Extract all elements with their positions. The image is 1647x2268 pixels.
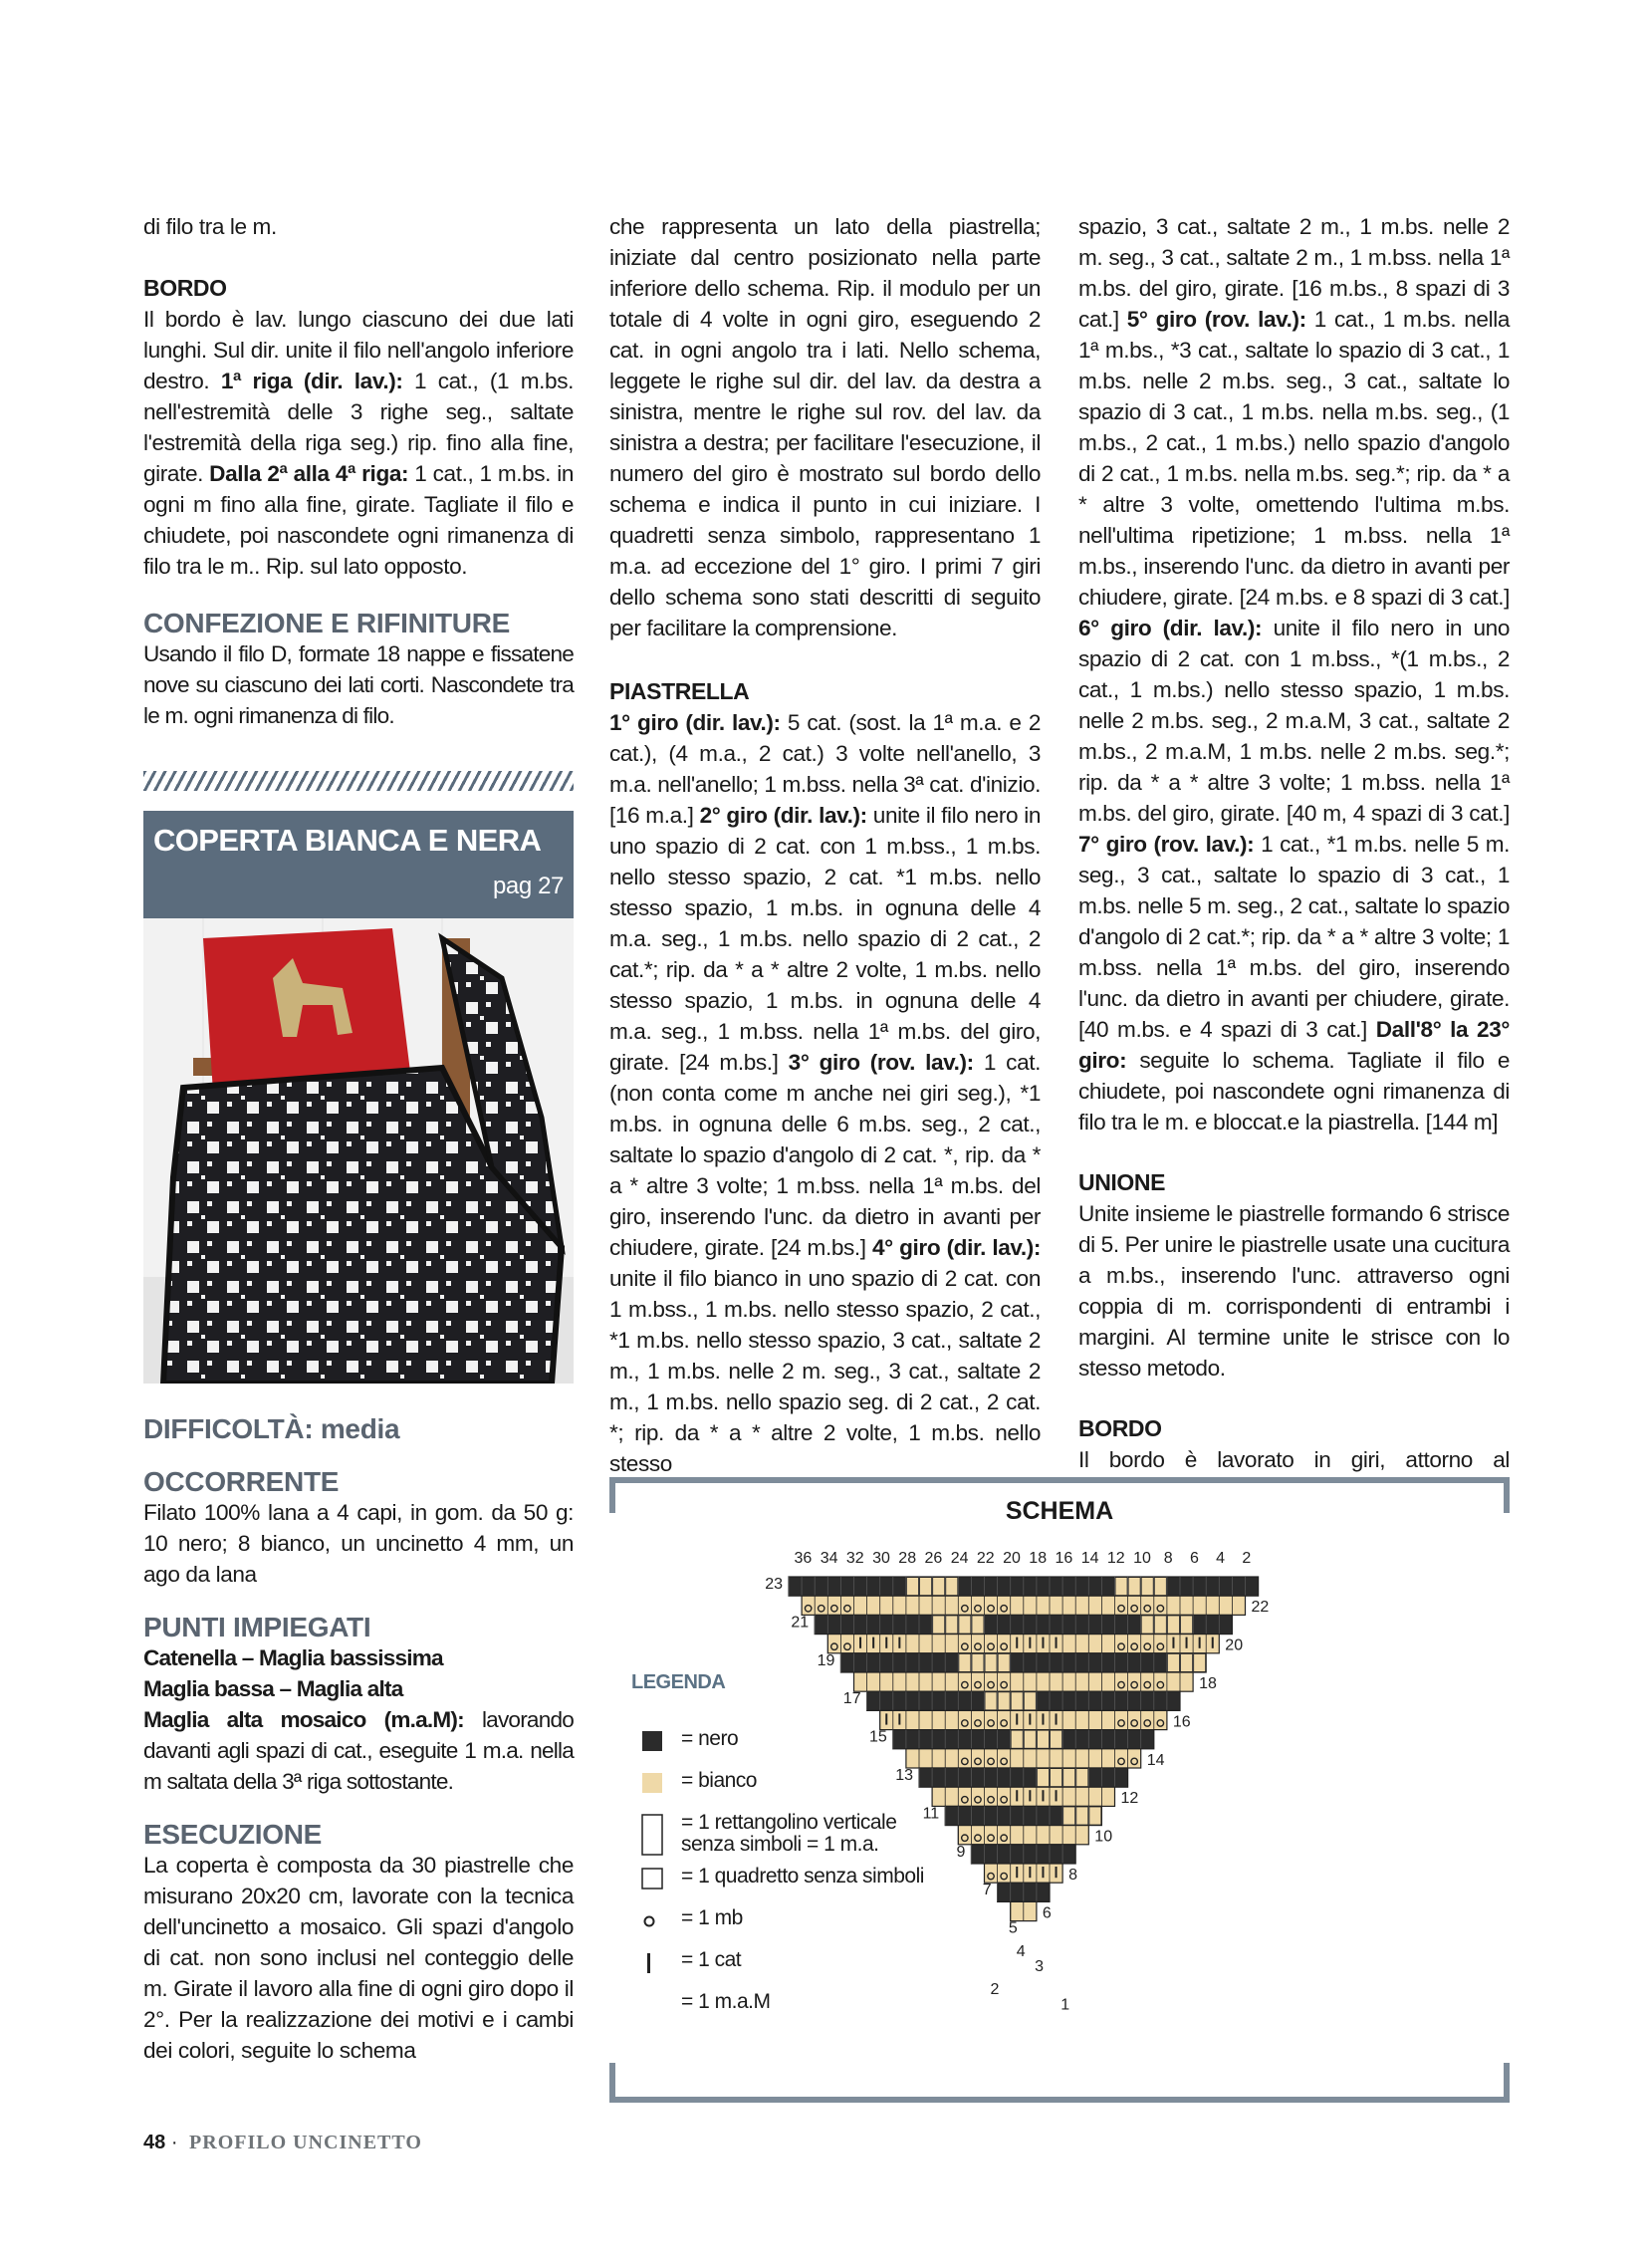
chart-bar-symbol bbox=[1016, 1713, 1018, 1724]
row-number-left: 1 bbox=[1060, 1996, 1070, 2014]
row-number-left: 15 bbox=[869, 1728, 887, 1746]
chart-light-cell bbox=[959, 1654, 970, 1671]
row-number-left: 19 bbox=[817, 1651, 835, 1669]
chart-light-cell bbox=[972, 1654, 983, 1671]
row-number-right: 16 bbox=[1172, 1713, 1191, 1731]
paragraph-esecuzione: La coperta è composta da 30 piastrelle che misurano 20x20 cm, lavorate con la tecnica dell'uncinetto a mosaico. Gli spazi d'angolo di cat. non sono inclusi nel conteggio delle m. Girate il lavoro alla fine di ogni giro dopo il 2°. Per la realizzazione dei motivi e i cambi dei colori, seguite lo schema bbox=[143, 1853, 574, 2063]
light-swatch-icon bbox=[641, 1772, 663, 1799]
row-number-left: 11 bbox=[922, 1805, 940, 1823]
decorative-stripes bbox=[143, 771, 574, 791]
column-3 bbox=[1078, 211, 1510, 1475]
paragraph-occorrente: Filato 100% lana a 4 capi, in gom. da 50 g: 10 nero; 8 bianco, un uncinetto 4 mm, un ago da lana bbox=[143, 1500, 574, 1587]
heading-bordo: BORDO bbox=[143, 275, 227, 301]
legend-item-cat: = 1 cat bbox=[631, 1949, 930, 1989]
chart-bar-symbol bbox=[1212, 1638, 1214, 1648]
row-number-right: 4 bbox=[1016, 1942, 1026, 1960]
chart-light-cell bbox=[1142, 1578, 1153, 1595]
chart-light-cell bbox=[1168, 1654, 1179, 1671]
heading-punti: PUNTI IMPIEGATI bbox=[143, 1612, 371, 1642]
chart-bar-symbol bbox=[885, 1638, 887, 1648]
paragraph-bordo-2: Il bordo è lavorato in giri, attorno al bbox=[1078, 1447, 1510, 1472]
column-number: 30 bbox=[872, 1550, 890, 1567]
column-number: 6 bbox=[1189, 1550, 1199, 1567]
heading-confezione: CONFEZIONE E RIFINITURE bbox=[143, 608, 510, 638]
stitch-list-1: Catenella – Maglia bassissima bbox=[143, 1645, 443, 1670]
legend-title: LEGENDA bbox=[631, 1671, 726, 1693]
chart-light-cell bbox=[1076, 1807, 1087, 1824]
chart-light-cell bbox=[972, 1616, 983, 1633]
paragraph-bordo: Il bordo è lav. lungo ciascuno dei due lati lunghi. Sul dir. unite il filo nell'angolo inferiore destro. 1ª riga (dir. lav.): 1 cat., (1 m.bs. nell'estremità delle 3 righe seg., saltate l'estremità della riga seg.) rip. fino alla fine, girate. Dalla 2ª alla 4ª riga: 1 cat., 1 m.bs. in ogni m fino alla fine, girate. Tagliate il filo e chiudete, poi nascondete ogni rimanenza di filo tra le m.. Rip. sul lato opposto. bbox=[143, 307, 575, 579]
chart-bar-symbol bbox=[1056, 1867, 1058, 1878]
chart-bar-symbol bbox=[1056, 1638, 1058, 1648]
legend-item-bianco: = bianco bbox=[631, 1770, 930, 1810]
chart-bar-symbol bbox=[1056, 1713, 1058, 1724]
project-page-ref: pag 27 bbox=[492, 873, 564, 899]
row-number-right: 20 bbox=[1225, 1637, 1244, 1654]
chart-light-cell bbox=[920, 1578, 931, 1595]
chart-bar-symbol bbox=[1042, 1638, 1044, 1648]
column-number: 32 bbox=[845, 1550, 864, 1567]
chart-light-cell bbox=[986, 1654, 997, 1671]
chart-bar-symbol bbox=[1042, 1867, 1044, 1878]
chart-light-cell bbox=[1063, 1769, 1074, 1786]
chart-light-cell bbox=[907, 1578, 918, 1595]
column-number: 16 bbox=[1055, 1550, 1073, 1567]
chart-bar-symbol bbox=[1016, 1867, 1018, 1878]
column-number: 14 bbox=[1080, 1550, 1099, 1567]
row-number-left: 5 bbox=[1008, 1919, 1018, 1937]
chart-light-cell bbox=[1025, 1692, 1036, 1709]
row-number-right: 14 bbox=[1146, 1751, 1165, 1769]
heading-esecuzione: ESECUZIONE bbox=[143, 1819, 323, 1850]
column-2 bbox=[609, 211, 1041, 1479]
paragraph-mam: Maglia alta mosaico (m.a.M): lavorando davanti agli spazi di cat., eseguite 1 m.a. nella m saltata della 3ª riga sottostante. bbox=[143, 1707, 574, 1794]
row-number-left: 23 bbox=[765, 1576, 783, 1593]
heading-unione: UNIONE bbox=[1078, 1169, 1166, 1195]
project-title: COPERTA BIANCA E NERA bbox=[153, 823, 542, 858]
schema-title: SCHEMA bbox=[1005, 1497, 1114, 1525]
chart-light-cell bbox=[1025, 1731, 1036, 1748]
row-number-left: 9 bbox=[956, 1843, 966, 1861]
chart-bar-symbol bbox=[859, 1638, 861, 1648]
page-number: 48 bbox=[143, 2132, 166, 2153]
empty-square-icon bbox=[641, 1868, 663, 1894]
chart-light-cell bbox=[999, 1654, 1010, 1671]
row-number-right: 12 bbox=[1120, 1790, 1139, 1808]
row-number-right: 8 bbox=[1068, 1867, 1078, 1884]
paragraph-unione: Unite insieme le piastrelle formando 6 strisce di 5. Per unire le piastrelle usate una cucitura a m.bs., inserendo l'unc. attraverso ogni coppia di m. corrispondenti di entrambi i margini. Al termine unite le strisce con lo stesso metodo. bbox=[1078, 1201, 1510, 1381]
legend-item-quadretto: = 1 quadretto senza simboli bbox=[631, 1866, 930, 1905]
chart-light-cell bbox=[946, 1616, 957, 1633]
row-number-right: 10 bbox=[1094, 1828, 1113, 1846]
column-number: 10 bbox=[1133, 1550, 1151, 1567]
chart-bar-symbol bbox=[1016, 1638, 1018, 1648]
chart-light-cell bbox=[933, 1616, 944, 1633]
paragraph-piastrella: 1° giro (dir. lav.): 5 cat. (sost. la 1ª m.a. e 2 cat.), (4 m.a., 2 cat.) 3 volte nell'anello, 3 m.a. nell'anello; 1 m.bss. nella 3ª cat. d'inizio. [16 m.a.] 2° giro (dir. lav.): unite il filo nero in uno spazio di 2 cat. con 1 m.bss., 1 m.bs. nello stesso spazio, 2 cat. *1 m.bs. nello stesso spazio, 1 m.bs. in ognuna delle 4 m.a. seg., 1 m.bs. nello spazio di 2 cat., 2 cat.*; rip. da * a * altre 2 volte, 1 m.bs. nello stesso spazio, 1 m.bs. in ognuna delle 4 m.a. seg., 1 m.bss. nella 1ª m.bs. del giro, girate. [24 m.bs.] 3° giro (rov. lav.): 1 cat. (non conta come m anche nei giri seg.), *1 m.bs. in ognuna delle 6 m.bs. seg., 2 cat., saltate lo spazio d'angolo di 2 cat. *, rip. da * a * altre 3 volte; 1 m.bss. nella 1ª m.bs. del giro, inserendo l'unc. da dietro in avanti per chiudere, girate. [24 m.bs.] 4° giro (dir. lav.): unite il filo bianco in uno spazio di 2 cat. con 1 m.bss., 1 m.bs. nello stesso spazio, 2 cat., *1 m.bs. nello stesso spazio, 3 cat., saltate 2 m., 1 m.bs. nelle 2 m. seg., 3 cat., saltate 2 m., 1 m.bs. nello spazio seg. di 2 cat., 2 cat. *; rip. da * a * altre 2 volte, 1 m.bs. nello stesso bbox=[609, 710, 1041, 1476]
row-number-left: 21 bbox=[791, 1614, 810, 1632]
chart-bar-symbol bbox=[1042, 1790, 1044, 1801]
heading-bordo-2: BORDO bbox=[1078, 1415, 1162, 1441]
chart-bar-symbol bbox=[1186, 1638, 1188, 1648]
vertical-bar-icon bbox=[641, 1951, 663, 1982]
chart-light-cell bbox=[933, 1578, 944, 1595]
chart-light-cell bbox=[1012, 1692, 1023, 1709]
row-number-right: 2 bbox=[990, 1981, 1000, 1999]
chart-light-cell bbox=[1181, 1616, 1192, 1633]
paragraph-schema-intro: che rappresenta un lato della piastrella; iniziate dal centro posizionato nella parte inferiore dello schema. Rip. il modulo per un totale di 4 volte in ogni giro, eseguendo 2 cat. in ogni angolo tra i lati. Nello schema, leggete le righe sul dir. del lav. da destra a sinistra, mentre le righe sul rov. del lav. da sinistra a destra; per facilitare l'esecuzione, il numero del giro è mostrato sul bordo dello schema e indica il punto in cui iniziare. I quadretti senza simbolo, rappresentano 1 m.a. ad eccezione del 1° giro. I primi 7 giri dello schema sono stati descritti di seguito per facilitare la comprensione. bbox=[609, 214, 1041, 640]
column-1 bbox=[143, 211, 574, 2066]
legend-item-mam: = 1 m.a.M bbox=[681, 1990, 771, 2013]
chart-light-cell bbox=[1051, 1769, 1061, 1786]
chart-bar-symbol bbox=[1029, 1790, 1031, 1801]
vertical-rectangle-icon bbox=[641, 1814, 663, 1863]
paragraph-continuation: di filo tra le m. bbox=[143, 214, 277, 239]
chart-light-cell bbox=[1155, 1578, 1166, 1595]
schema-box bbox=[609, 1477, 1510, 2103]
chart-light-cell bbox=[1051, 1731, 1061, 1748]
row-number-left: 7 bbox=[982, 1882, 992, 1899]
chart-bar-symbol bbox=[1029, 1867, 1031, 1878]
footer-separator: · bbox=[170, 2132, 178, 2153]
chart-light-cell bbox=[1089, 1807, 1100, 1824]
chart-light-cell bbox=[1012, 1731, 1023, 1748]
chart-light-cell bbox=[999, 1692, 1010, 1709]
row-number-right: 22 bbox=[1251, 1599, 1270, 1617]
column-number: 22 bbox=[976, 1550, 995, 1567]
project-card-header bbox=[143, 811, 574, 918]
column-number: 12 bbox=[1106, 1550, 1125, 1567]
dark-swatch-icon bbox=[641, 1730, 663, 1757]
chart-bar-symbol bbox=[1016, 1790, 1018, 1801]
heading-occorrente: OCCORRENTE bbox=[143, 1466, 340, 1497]
chart-bar-symbol bbox=[898, 1638, 900, 1648]
column-number: 28 bbox=[898, 1550, 917, 1567]
column-number: 20 bbox=[1003, 1550, 1021, 1567]
chart-light-cell bbox=[946, 1578, 957, 1595]
legend-item-rettangolino: = 1 rettangolino verticale senza simboli = 1 m.a. bbox=[631, 1812, 930, 1864]
project-photo bbox=[143, 918, 574, 1384]
chart-light-cell bbox=[1129, 1578, 1140, 1595]
column-number: 4 bbox=[1216, 1550, 1226, 1567]
chart-bar-symbol bbox=[1056, 1790, 1058, 1801]
chart-bar-symbol bbox=[1199, 1638, 1201, 1648]
paragraph-giri: spazio, 3 cat., saltate 2 m., 1 m.bs. nelle 2 m. seg., 3 cat., saltate 2 m., 1 m.bss. nella 1ª m.bs. del giro, girate. [16 m.bs., 8 spazi di 3 cat.] 5° giro (rov. lav.): 1 cat., 1 m.bs. nella 1ª m.bs., *3 cat., saltate lo spazio di 3 cat., 1 m.bs. nelle 2 m.bs. seg., 3 cat., saltate lo spazio di 3 cat., 1 m.bs. nella m.bs. seg., (1 m.bs., 2 cat., 1 m.bs.) nello spazio d'angolo di 2 cat., 1 m.bs. nella m.bs. seg.*; rip. da * a * altre 3 volte, omettendo l'ultima m.bs. nell'ultima ripetizione; 1 m.bss. nella 1ª m.bs., inserendo l'unc. da dietro in avanti per chiudere, girate. [24 m.bs. e 8 spazi di 3 cat.] 6° giro (dir. lav.): unite il filo nero in uno spazio di 2 cat. con 1 m.bss., *(1 m.bs., 2 cat., 1 m.bs.) nello stesso spazio, 1 m.bs. nelle 2 m.bs. seg., 2 m.a.M, 3 cat., saltate 2 m.bs., 2 m.a.M, 1 m.bs. nelle 2 m.bs. seg.*; rip. da * a * altre 3 volte; 1 m.bss. nella 1ª m.bs. del giro, girate. [40 m, 4 spazi di 3 cat.] 7° giro (rov. lav.): 1 cat., *1 m.bs. nelle 5 m. seg., 3 cat., saltate lo spazio di 3 cat., 1 m.bs. nelle 5 m. seg., 2 cat., saltate lo spazio d'angolo di 2 cat.*; rip. da * a * altre 3 volte; 1 m.bss. nella 1ª m.bs. del giro, inserendo l'unc. da dietro in avanti per chiudere, girate. [40 m.bs. e 4 spazi di 3 cat.] Dall'8° la 23° giro: seguite lo schema. Tagliate il filo e chiudete, poi nascondete ogni rimanenza di filo tra le m. e bloccat.e la piastrella. [144 m] bbox=[1078, 214, 1511, 1134]
chart-light-cell bbox=[1063, 1807, 1074, 1824]
chart-light-cell bbox=[1116, 1578, 1127, 1595]
chart-light-cell bbox=[1168, 1616, 1179, 1633]
chart-light-cell bbox=[1194, 1654, 1205, 1671]
chart-light-cell bbox=[1038, 1769, 1049, 1786]
column-number: 18 bbox=[1029, 1550, 1048, 1567]
legend-item-mb: = 1 mb bbox=[631, 1907, 930, 1947]
paragraph-confezione: Usando il filo D, formate 18 nappe e fissatene nove su ciascuno dei lati corti. Nascondete tra le m. ogni rimanenza di filo. bbox=[143, 641, 574, 728]
stitch-list-2: Maglia bassa – Maglia alta bbox=[143, 1676, 403, 1701]
chart-bar-symbol bbox=[1042, 1713, 1044, 1724]
chart-bar-symbol bbox=[1029, 1638, 1031, 1648]
column-number: 24 bbox=[950, 1550, 969, 1567]
chart-bar-symbol bbox=[1172, 1638, 1174, 1648]
heading-difficolta: DIFFICOLTÀ: media bbox=[143, 1413, 400, 1444]
chart-light-cell bbox=[959, 1616, 970, 1633]
chart-bar-symbol bbox=[1029, 1713, 1031, 1724]
page-footer bbox=[143, 2132, 422, 2154]
chart-light-cell bbox=[1181, 1654, 1192, 1671]
row-number-right: 18 bbox=[1199, 1675, 1217, 1692]
heading-piastrella: PIASTRELLA bbox=[609, 678, 750, 704]
chart-light-cell bbox=[1155, 1616, 1166, 1633]
column-number: 2 bbox=[1242, 1550, 1252, 1567]
row-number-left: 17 bbox=[842, 1690, 861, 1708]
chart-light-cell bbox=[1142, 1616, 1153, 1633]
column-number: 34 bbox=[820, 1550, 838, 1567]
magazine-title: PROFILO UNCINETTO bbox=[189, 2132, 422, 2153]
chart-light-cell bbox=[1076, 1769, 1087, 1786]
row-number-left: 13 bbox=[895, 1767, 913, 1784]
column-number: 36 bbox=[794, 1550, 813, 1567]
chart-bar-symbol bbox=[872, 1638, 874, 1648]
chart-light-cell bbox=[1038, 1731, 1049, 1748]
circle-icon bbox=[641, 1909, 663, 1936]
legend bbox=[631, 1671, 930, 2033]
row-number-right: 6 bbox=[1042, 1904, 1052, 1922]
column-number: 8 bbox=[1163, 1550, 1173, 1567]
row-number-left: 3 bbox=[1035, 1958, 1044, 1975]
chart-light-cell bbox=[986, 1692, 997, 1709]
legend-item-nero: = nero bbox=[631, 1728, 930, 1768]
column-number: 26 bbox=[924, 1550, 943, 1567]
blanket-illustration bbox=[143, 918, 574, 1384]
